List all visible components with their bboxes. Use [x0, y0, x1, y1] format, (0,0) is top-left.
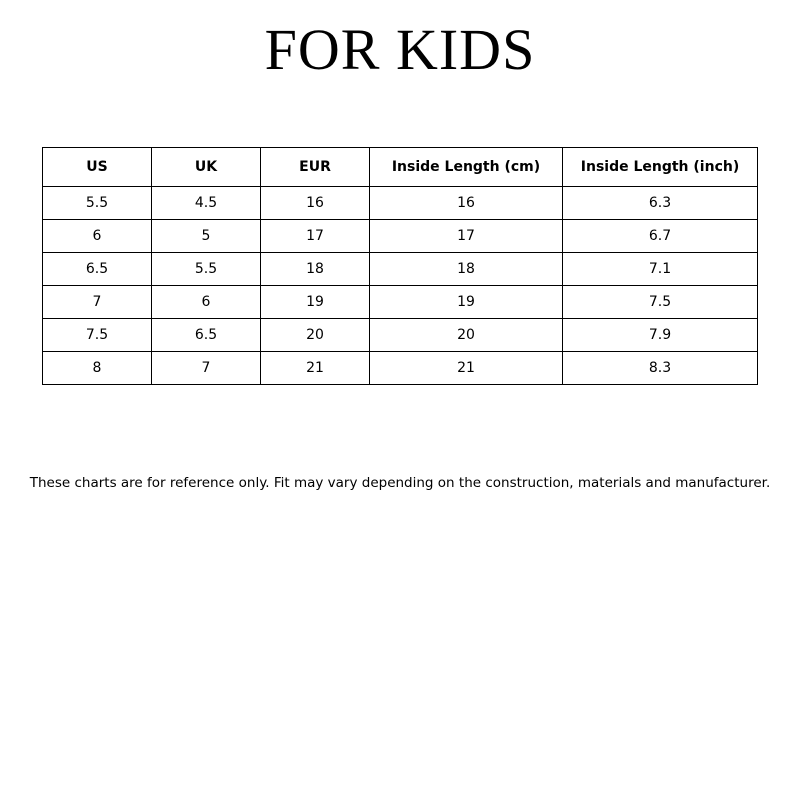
cell-eur: 16 [261, 187, 370, 220]
cell-length-cm: 21 [370, 352, 563, 385]
cell-uk: 4.5 [152, 187, 261, 220]
cell-uk: 5 [152, 220, 261, 253]
cell-us: 5.5 [43, 187, 152, 220]
size-chart-table [42, 147, 758, 385]
cell-length-cm: 17 [370, 220, 563, 253]
cell-eur: 17 [261, 220, 370, 253]
header-us: US [43, 148, 152, 187]
cell-us: 6.5 [43, 253, 152, 286]
table-row [43, 352, 758, 385]
table-row [43, 220, 758, 253]
cell-length-inch: 8.3 [563, 352, 758, 385]
cell-uk: 6 [152, 286, 261, 319]
cell-eur: 19 [261, 286, 370, 319]
table-row [43, 187, 758, 220]
cell-eur: 21 [261, 352, 370, 385]
table-row [43, 286, 758, 319]
table-row [43, 319, 758, 352]
header-inside-length-inch: Inside Length (inch) [563, 148, 758, 187]
cell-us: 6 [43, 220, 152, 253]
cell-uk: 7 [152, 352, 261, 385]
cell-eur: 18 [261, 253, 370, 286]
cell-us: 7.5 [43, 319, 152, 352]
table-header-row [43, 148, 758, 187]
cell-length-cm: 19 [370, 286, 563, 319]
cell-length-inch: 6.7 [563, 220, 758, 253]
header-eur: EUR [261, 148, 370, 187]
cell-eur: 20 [261, 319, 370, 352]
cell-length-cm: 18 [370, 253, 563, 286]
header-uk: UK [152, 148, 261, 187]
cell-uk: 6.5 [152, 319, 261, 352]
cell-uk: 5.5 [152, 253, 261, 286]
page-title: FOR KIDS [264, 17, 536, 82]
reference-disclaimer: These charts are for reference only. Fit may vary depending on the construction, materials and manufacturer. [29, 474, 771, 491]
cell-us: 7 [43, 286, 152, 319]
cell-length-cm: 16 [370, 187, 563, 220]
cell-length-inch: 7.5 [563, 286, 758, 319]
header-inside-length-cm: Inside Length (cm) [370, 148, 563, 187]
table-row [43, 253, 758, 286]
cell-length-cm: 20 [370, 319, 563, 352]
cell-length-inch: 6.3 [563, 187, 758, 220]
cell-us: 8 [43, 352, 152, 385]
cell-length-inch: 7.9 [563, 319, 758, 352]
cell-length-inch: 7.1 [563, 253, 758, 286]
